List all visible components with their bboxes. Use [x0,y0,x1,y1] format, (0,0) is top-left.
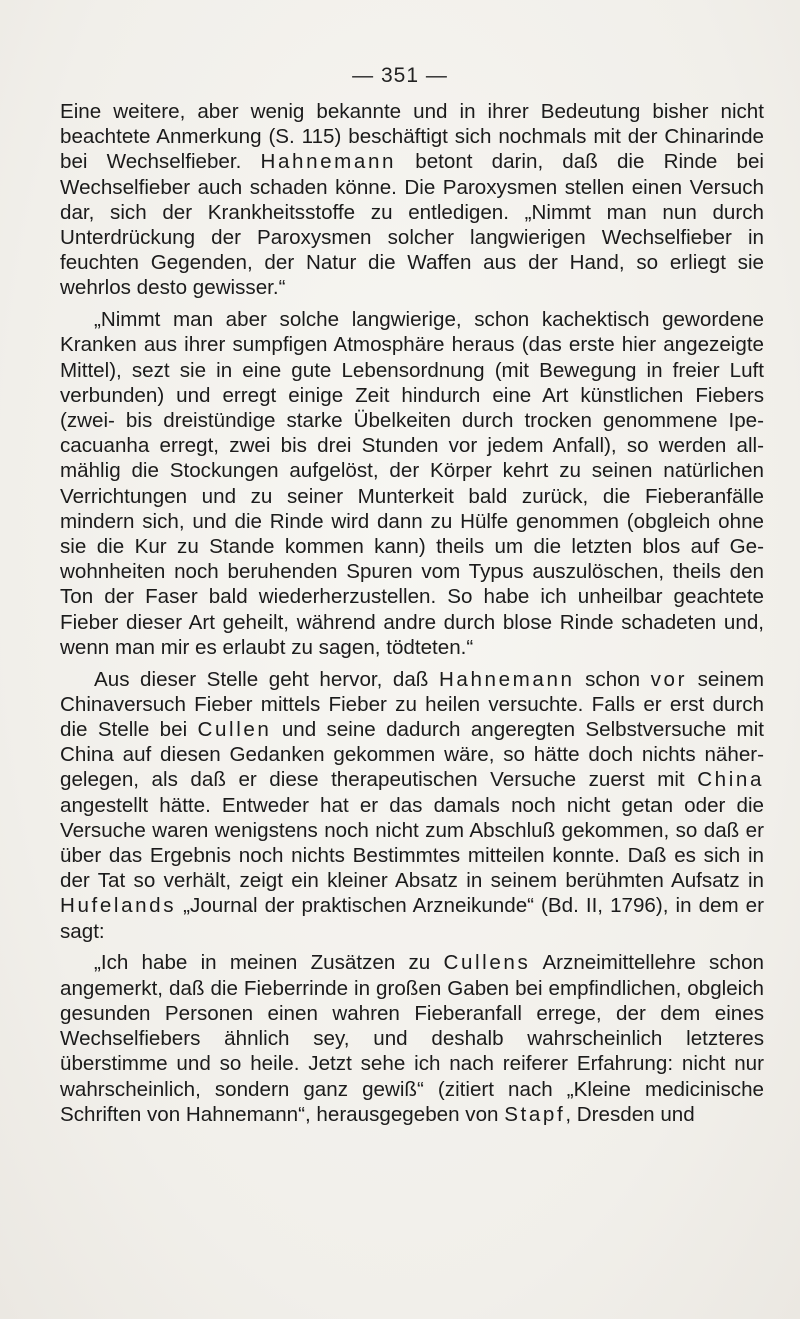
paragraph [60,99,764,301]
paragraph [60,950,764,1126]
text-run: „Ich habe in meinen Zusätzen zu [94,951,444,975]
text-run: betont darin, daß die Rinde bei Wechselfieber auch schaden könne. Die Paroxysmen stellen einen Versuch dar, sich der Krankheitsstoffe zu entledigen. „Nimmt man nun durch Unterdrückung der Paroxysmen solcher langwierigen Wechselfieber in feuchten Gegenden, der Natur die Waffen aus der Hand, so erliegt sie wehrlos desto gewisser.“ [60,150,765,300]
text-run: „Nimmt man aber solche langwierige, schon kachektisch gewordene Kranken aus ihrer sumpfigen Atmosphäre heraus (das erste hier angezeigte Mittel), sezt sie in eine gute Lebensordnung (mit Bewegung in freier Luft verbunden) und erregt einige Zeit hindurch eine Art künstlichen Fiebers (zwei- bis dreistündige starke Übelkeiten durch trocken genommene Ipecacuanha erregt, zwei bis drei Stunden vor jedem Anfall), so werden allmählig die Stockungen aufgelöst, der Körper kehrt zu seinen natürlichen Verrichtungen und zu seiner Munterkeit bald zurück, die Fieberanfälle mindern sich, und die Rinde wird dann zu Hülfe genommen (obgleich ohne sie die Kur zu Stande kommen kann) theils um die letzten blos auf Gewohnheiten noch beruhenden Spuren vom Typus auszulöschen, theils den Ton der Faser bald wiederherzustellen. So habe ich unheilbar geachtete Fieber dieser Art geheilt, während andre durch blose Rinde schadeten und, wenn man mir es erlaubt zu sagen, tödteten.“ [60,308,764,659]
paragraph [60,307,764,660]
emphasized-name: Cullens [443,951,531,975]
text-run: Arzneimittellehre schon angemerkt, daß die Fieberrinde in großen Gaben bei empfindlichen, obgleich gesunden Personen einen wahren Fieberanfall errege, der dem eines Wechselfiebers ähnlich sey, und deshalb wahrscheinlich letzteres überstimme und so heile. Jetzt sehe ich nach reiferer Erfahrung: nicht nur wahrscheinlich, sondern ganz gewiß“ (zitiert nach „Kleine medicinische Schriften von Hahnemann“, herausgegeben von [60,951,764,1126]
emphasized-name: Hahnemann [260,150,397,174]
text-run: Aus dieser Stelle geht hervor, daß [94,667,439,691]
emphasized-name: vor [650,667,688,691]
text-run: und seine dadurch angeregten Selbstversuche mit China auf diesen Gedanken gekommen wäre, so hätte doch nichts nähergelegen, als daß er diese therapeutischen Versuche zuerst mit [60,718,764,792]
text-body [60,99,764,1134]
emphasized-name: China [697,768,764,792]
text-run: , Dresden und [565,1102,695,1126]
text-run: schon [574,667,651,691]
emphasized-name: Hahnemann [438,667,575,691]
text-run: Eine weitere, aber wenig bekannte und in ihrer Bedeutung bisher nicht beachtete Anmerkung (S. 115) beschäftigt sich nochmals mit der Chinarinde bei Wechselfieber. [60,100,764,174]
text-run: seinem Chinaversuch Fieber mittels Fieber zu heilen versuchte. Falls er erst durch die Stelle bei [60,667,765,742]
emphasized-name: Cullen [197,718,272,742]
emphasized-name: Stapf [504,1102,566,1126]
page-number: — 351 — [352,64,448,87]
paragraph [60,667,764,944]
text-run: „Journal der praktischen Arzneikunde“ (Bd. II, 1796), in dem er sagt: [60,894,764,943]
emphasized-name: Hufelands [60,894,177,918]
text-run: angestellt hätte. Entweder hat er das damals noch nicht getan oder die Versuche waren wenigstens noch nicht zum Abschluß gekommen, so daß er über das Ergebnis noch nichts Bestimmtes mitteilen konnte. Daß es sich in der Tat so verhält, zeigt ein kleiner Absatz in seinem berühmten Aufsatz in [60,793,764,893]
